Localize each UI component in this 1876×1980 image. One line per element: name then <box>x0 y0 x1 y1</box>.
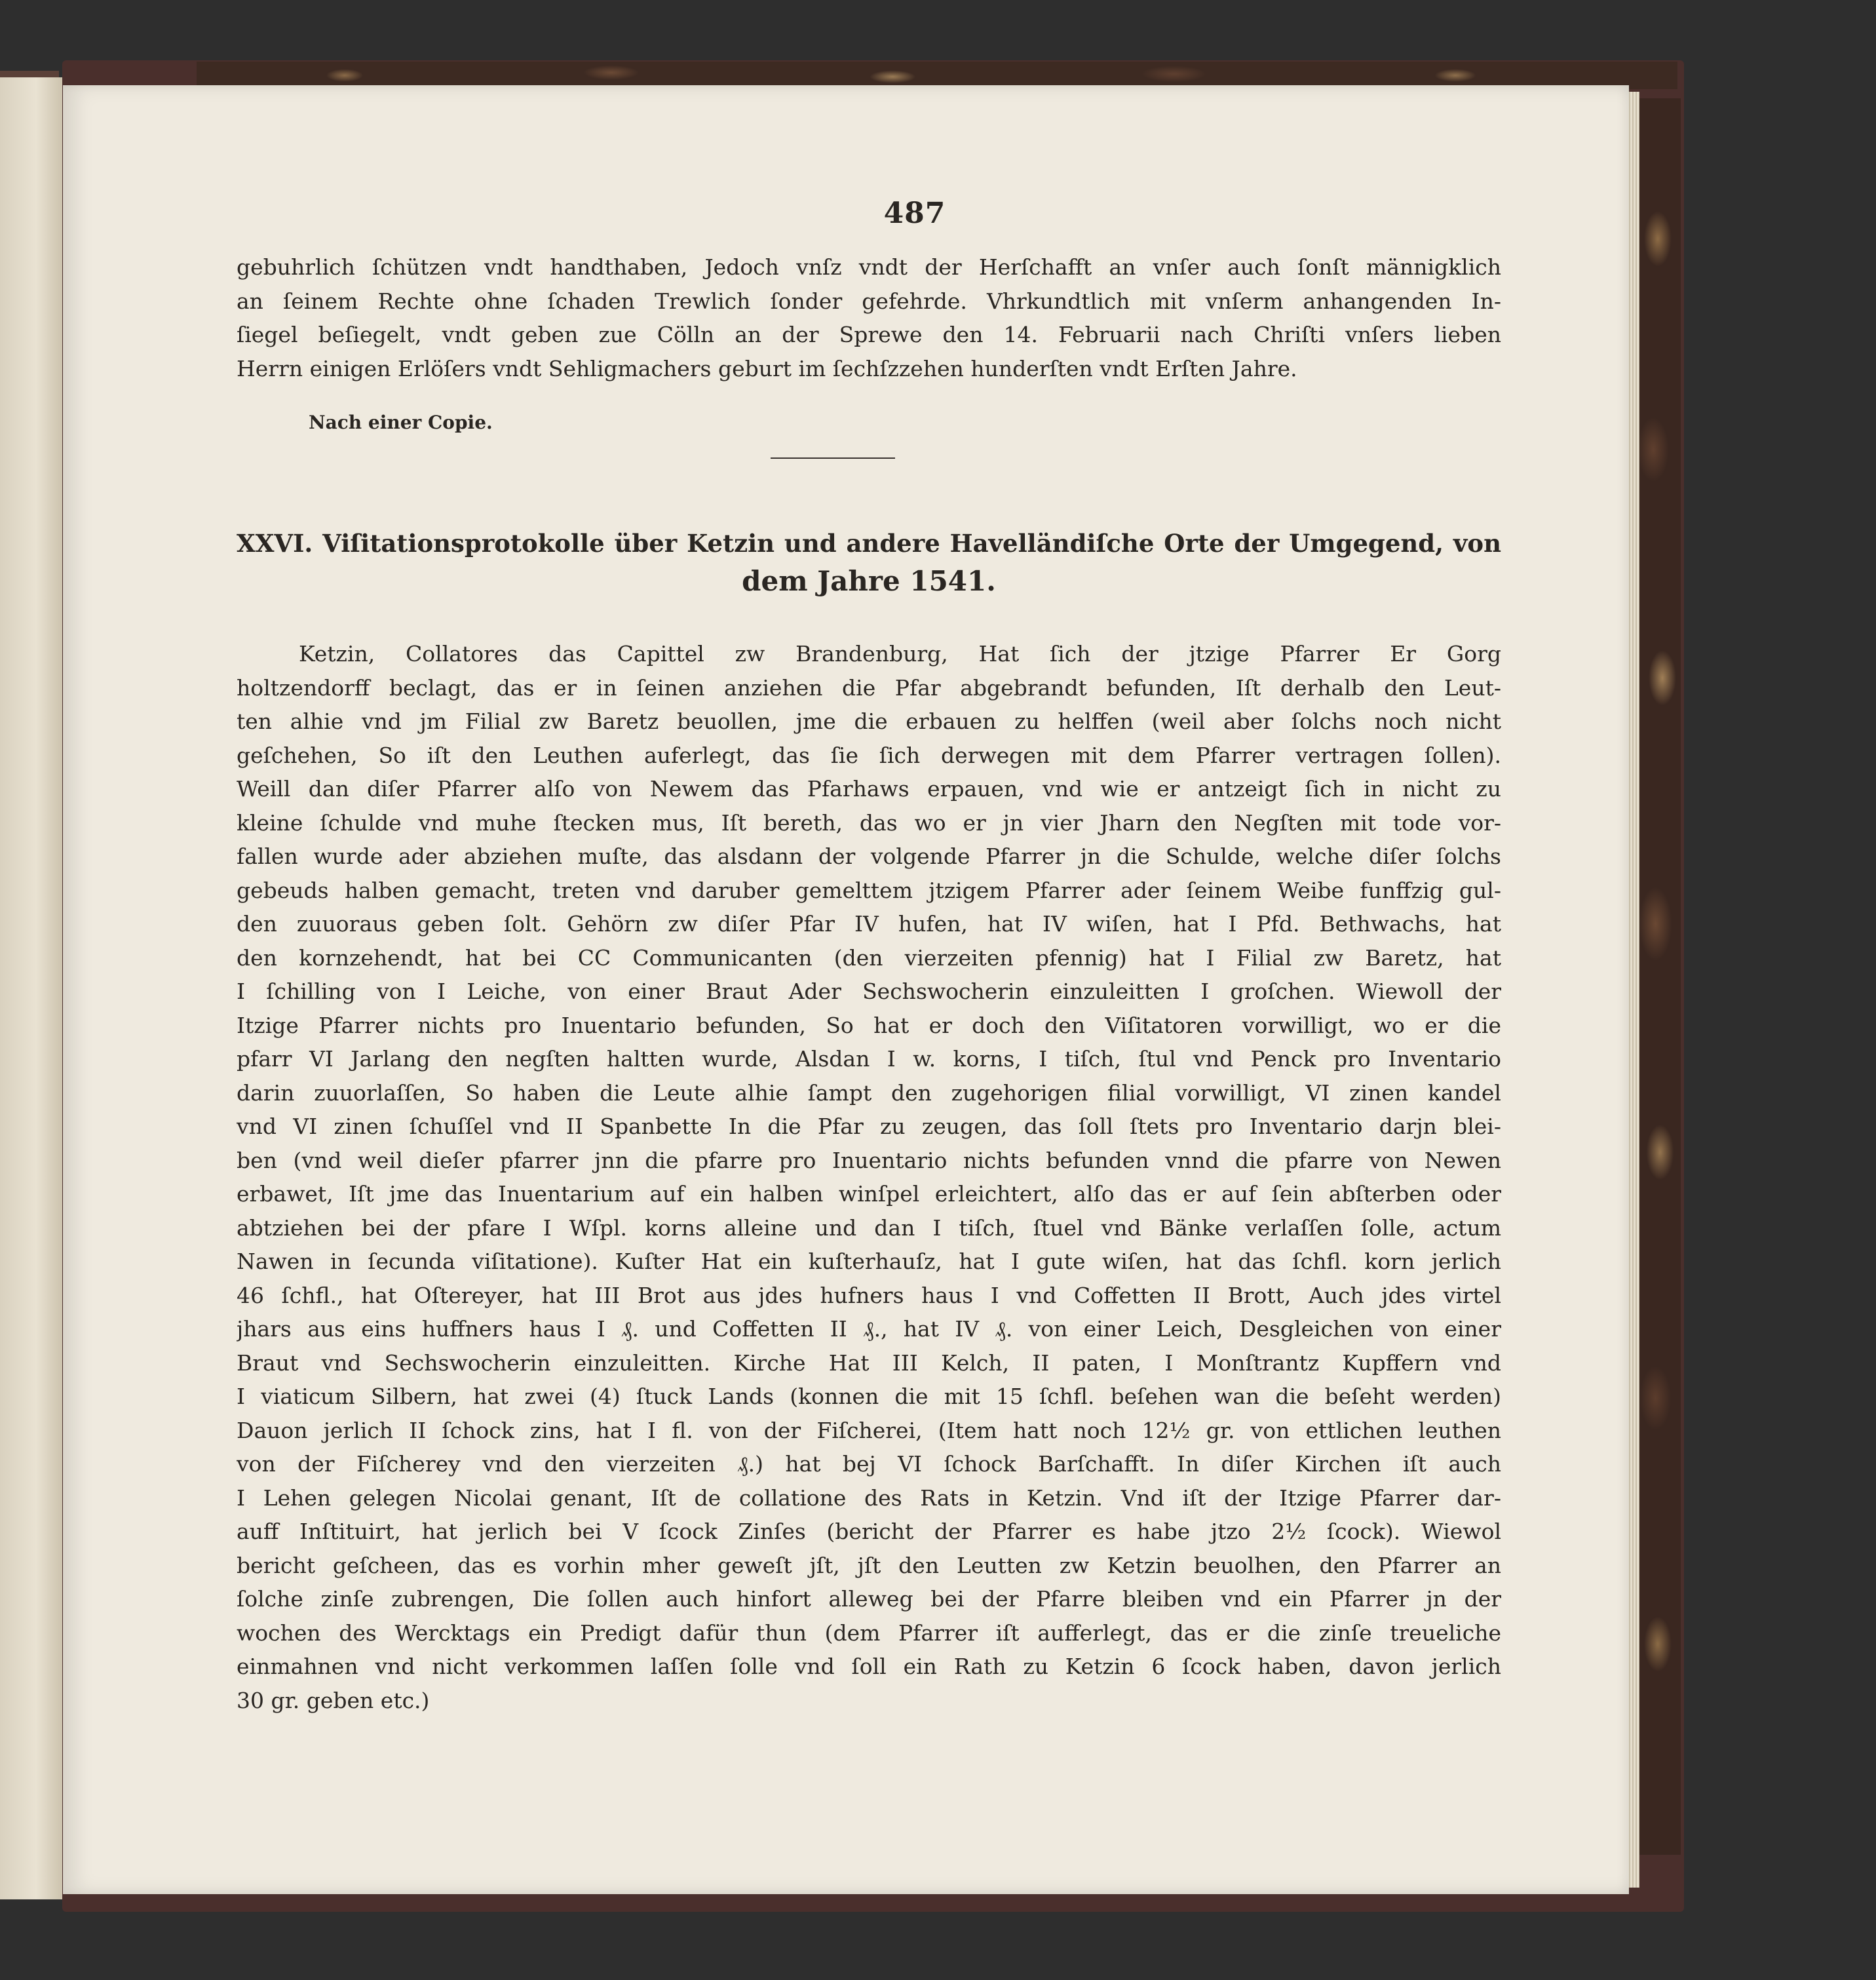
body-paragraph <box>237 637 1501 1717</box>
text-line: I viaticum Silbern, hat zwei (4) ſtuck Lands (konnen die mit 15 ſchfl. beſehen wan die beſeht werden) <box>237 1384 1501 1409</box>
text-line: geſchehen, So iſt den Leuthen auferlegt, das ſie ſich derwegen mit dem Pfarrer vertragen ſollen). <box>237 742 1501 768</box>
book-page <box>63 85 1629 1894</box>
heading-line: XXVI. Viſitationsprotokolle über Ketzin und andere Havelländiſche Orte der Umgegend, von <box>237 529 1501 558</box>
text-line: erbawet, Iſt jme das Inuentarium auf ein halben winſpel erleichtert, alſo das er auf ſein abſterben oder <box>237 1181 1501 1207</box>
text-line: einmahnen vnd nicht verkommen laſſen ſolle vnd ſoll ein Rath zu Ketzin 6 ſcock haben, davon jerlich <box>237 1654 1501 1679</box>
text-line: pfarr VI Jarlang den negſten haltten wurde, Alsdan I w. korns, I tiſch, ſtul vnd Penck pro Inventario <box>237 1046 1501 1072</box>
text-line: vnd VI zinen ſchuſſel vnd II Spanbette In die Pfar zu zeugen, das ſoll ſtets pro Inventario darjn blei- <box>237 1114 1501 1139</box>
text-line: bericht geſcheen, das es vorhin mher geweſt jſt, jſt den Leutten zw Ketzin beuolhen, den Pfarrer an <box>237 1552 1501 1578</box>
text-line: jhars aus eins huffners haus I ₰. und Coffetten II ₰., hat IV ₰. von einer Leich, Desgleichen von einer <box>237 1316 1501 1342</box>
marbled-board-right <box>1635 98 1681 1855</box>
text-line: ten alhie vnd jm Filial zw Baretz beuollen, jme die erbauen zu helffen (weil aber ſolchs noch nicht <box>237 709 1501 734</box>
text-line: Dauon jerlich II ſchock zins, hat I fl. von der Fiſcherei, (Item hatt noch 12½ gr. von ettlichen leuthen <box>237 1417 1501 1443</box>
section-heading <box>237 524 1501 600</box>
text-line: ſolche zinſe zubrengen, Die ſollen auch hinfort alleweg bei der Pfarre bleiben vnd ein Pfarrer jn der <box>237 1586 1501 1612</box>
text-line: Nawen in ſecunda viſitatione). Kuſter Hat ein kuſterhauſz, hat I gute wiſen, hat das ſchfl. korn jerlich <box>237 1249 1501 1274</box>
heading-line: dem Jahre 1541. <box>742 565 996 597</box>
text-line: fallen wurde ader abziehen muſte, das alsdann der volgende Pfarrer jn die Schulde, welche diſer ſolchs <box>237 844 1501 869</box>
text-line: ben (vnd weil dieſer pfarrer jnn die pfarre pro Inuentario nichts befunden vnnd die pfarre von Newen <box>237 1147 1501 1173</box>
section-divider <box>771 457 895 459</box>
text-line: I ſchilling von I Leiche, von einer Braut Ader Sechswocherin einzuleitten I groſchen. Wiewoll der <box>237 979 1501 1004</box>
text-line: auff Inſtituirt, hat jerlich bei V ſcock Zinſes (bericht der Pfarrer es habe jtzo 2½ ſcock). Wiewol <box>237 1519 1501 1544</box>
text-line: den kornzehendt, hat bei CC Communicanten (den vierzeiten pfennig) hat I Filial zw Baretz, hat <box>237 944 1501 971</box>
text-line: von der Fiſcherey vnd den vierzeiten ₰.) hat bej VI ſchock Barſchafft. In diſer Kirchen iſt auch <box>237 1451 1501 1477</box>
page-number: 487 <box>883 197 946 230</box>
text-line: abtziehen bei der pfare I Wſpl. korns alleine und dan I tiſch, ſtuel vnd Bänke verlaſſen ſolle, actum <box>237 1214 1501 1241</box>
text-line: an ſeinem Rechte ohne ſchaden Trewlich ſonder gefehrde. Vhrkundtlich mit vnſerm anhangenden In- <box>237 288 1501 314</box>
text-line: 46 ſchfl., hat Oſtereyer, hat III Brot aus jdes hufners haus I vnd Coffetten II Brott, Auch jdes virtel <box>237 1282 1501 1308</box>
text-line: 30 gr. geben etc.) <box>237 1687 430 1713</box>
text-line: Braut vnd Sechswocherin einzuleitten. Kirche Hat III Kelch, II paten, I Monſtrantz Kupffern vnd <box>237 1349 1501 1376</box>
text-line: I Lehen gelegen Nicolai genant, Iſt de collatione des Rats in Ketzin. Vnd iſt der Itzige Pfarrer dar- <box>237 1485 1501 1511</box>
text-line: wochen des Wercktags ein Predigt dafür thun (dem Pfarrer iſt aufferlegt, das er die zinſe treueliche <box>237 1620 1501 1646</box>
text-line: Weill dan diſer Pfarrer alſo von Newem das Pfarhaws erpauen, vnd wie er antzeigt ſich in nicht zu <box>237 776 1501 802</box>
text-line: Ketzin, Collatores das Capittel zw Brandenburg, Hat ſich der jtzige Pfarrer Er Gorg <box>299 641 1501 667</box>
text-line: gebeuds halben gemacht, treten vnd daruber gemelttem jtzigem Pfarrer ader ſeinem Weibe funffzig gul- <box>237 877 1501 903</box>
intro-paragraph <box>237 250 1501 385</box>
left-cover-edge <box>0 71 59 77</box>
text-line: den zuuoraus geben ſolt. Gehörn zw diſer Pfar IV hufen, hat IV wiſen, hat I Pfd. Bethwachs, hat <box>237 911 1501 937</box>
text-line: Herrn einigen Erlöſers vndt Sehligmachers geburt im ſechſzzehen hunderſten vndt Erſten Jahre. <box>237 355 1297 381</box>
text-line: ſiegel beſiegelt, vndt geben zue Cölln an der Sprewe den 14. Februarii nach Chriſti vnſers lieben <box>237 322 1501 347</box>
left-page-edge <box>0 77 67 1899</box>
text-line: kleine ſchulde vnd muhe ſtecken mus, Iſt bereth, das wo er jn vier Jharn den Negſten mit tode vor- <box>237 809 1501 836</box>
text-line: Itzige Pfarrer nichts pro Inuentario befunden, So hat er doch den Viſitatoren vorwilligt, wo er die <box>237 1012 1501 1038</box>
text-line: gebuhrlich ſchützen vndt handthaben, Jedoch vnſz vndt der Herſchafft an vnſer auch ſonſt männigklich <box>237 254 1501 280</box>
source-note: Nach einer Copie. <box>309 412 493 433</box>
text-line: darin zuuorlaſſen, So haben die Leute alhie ſampt den zugehorigen filial vorwilligt, VI zinen kandel <box>237 1079 1501 1106</box>
text-line: holtzendorff beclagt, das er in ſeinen anziehen die Pfar abgebrandt befunden, Iſt derhalb den Leut- <box>237 674 1501 701</box>
